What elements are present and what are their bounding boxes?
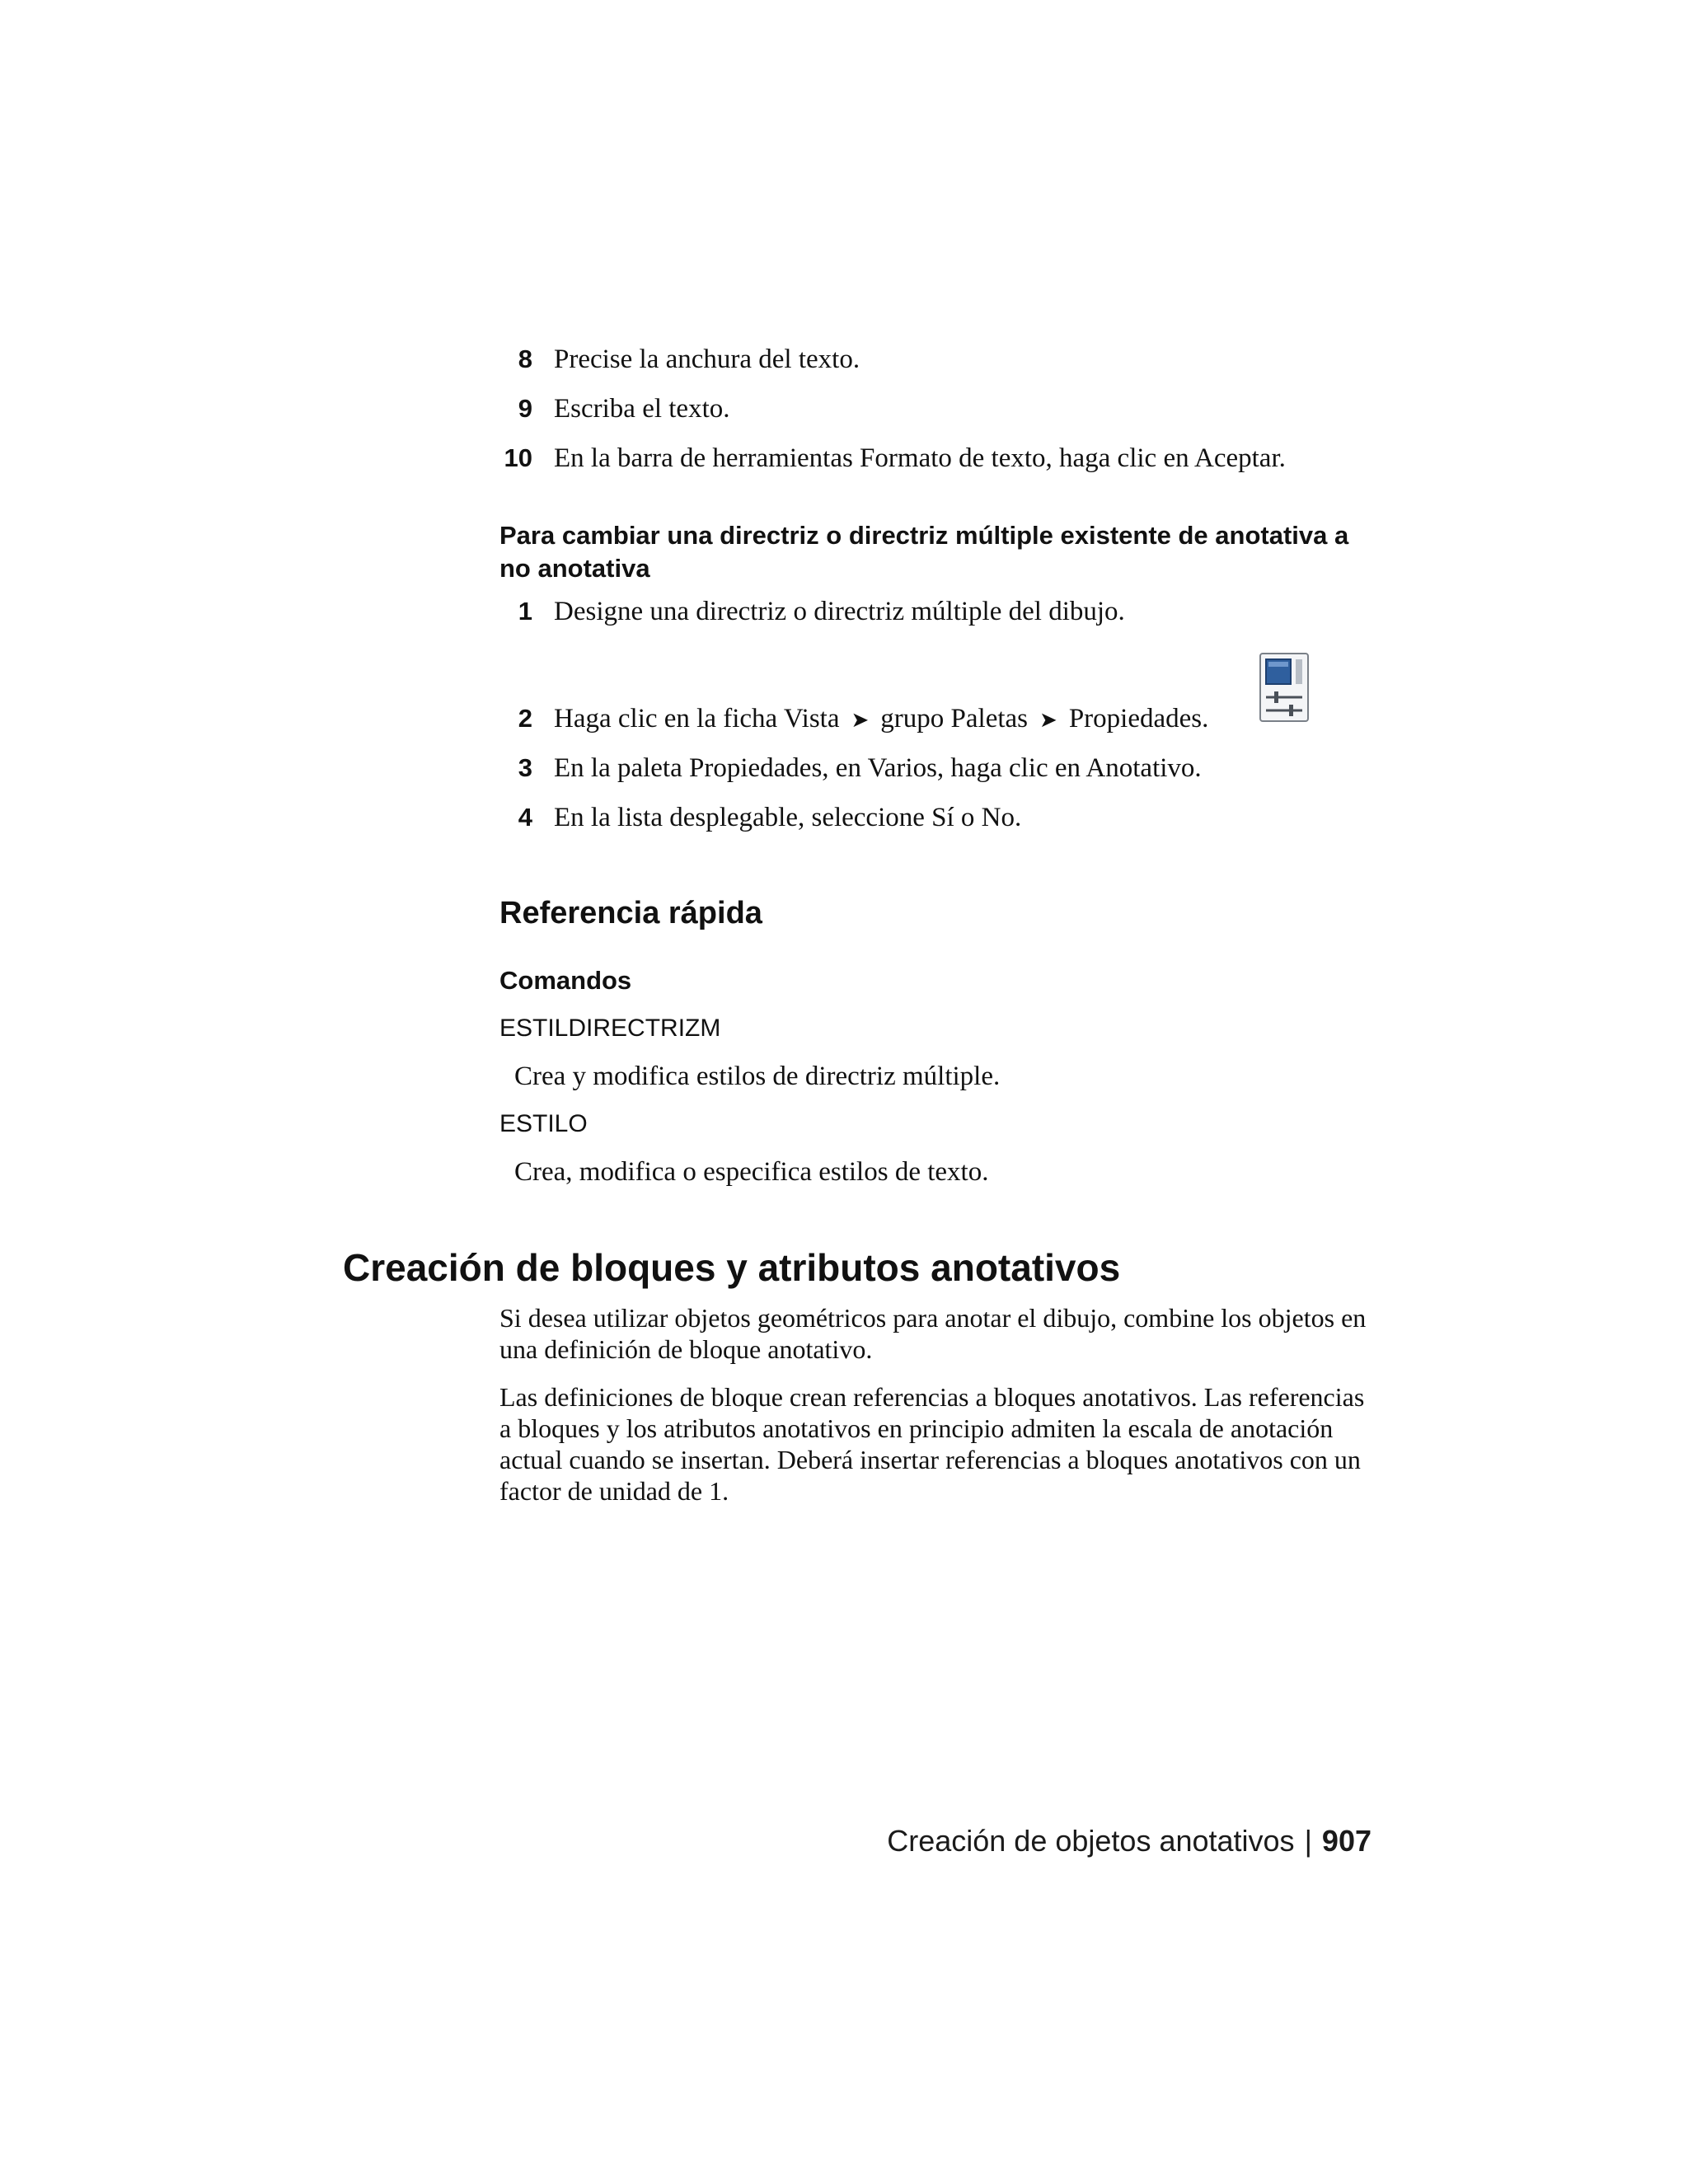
step-text: En la lista desplegable, seleccione Sí o No.	[554, 803, 1022, 832]
procedure-heading: Para cambiar una directriz o directriz múltiple existente de anotativa a no anotativa	[499, 521, 1349, 583]
step-part-group: grupo Paletas	[880, 704, 1029, 733]
step-number: 8	[518, 344, 532, 373]
footer-chapter-title: Creación de objetos anotativos	[887, 1824, 1295, 1858]
properties-palette-icon	[1259, 653, 1309, 722]
step-text	[554, 701, 1208, 738]
step-number: 4	[518, 803, 532, 832]
arrow-right-icon: ➤	[1039, 708, 1057, 733]
step-part-tab: Haga clic en la ficha Vista	[554, 704, 840, 733]
command-description: Crea, modifica o especifica estilos de texto.	[514, 1157, 989, 1187]
step-text: En la barra de herramientas Formato de texto, haga clic en Aceptar.	[554, 443, 1286, 473]
page-footer	[887, 1821, 1372, 1861]
quick-reference-heading: Referencia rápida	[499, 896, 762, 930]
command-name: ESTILO	[499, 1110, 588, 1137]
step-text: En la paleta Propiedades, en Varios, haga clic en Anotativo.	[554, 753, 1202, 783]
step-part-command: Propiedades.	[1068, 704, 1209, 733]
step-text: Designe una directriz o directriz múltiple del dibujo.	[554, 597, 1125, 626]
step-number: 1	[518, 597, 532, 626]
step-number: 9	[518, 394, 532, 423]
section-paragraph-1: Si desea utilizar objetos geométricos para anotar el dibujo, combine los objetos en una definición de bloque anotativo.	[499, 1303, 1367, 1364]
command-description: Crea y modifica estilos de directriz múltiple.	[514, 1062, 1001, 1091]
commands-heading: Comandos	[499, 966, 632, 995]
arrow-right-icon: ➤	[851, 708, 870, 733]
section-title: Creación de bloques y atributos anotativos	[343, 1246, 1121, 1289]
step-number: 3	[518, 753, 532, 782]
page-number: 907	[1321, 1824, 1372, 1858]
step-text: Escriba el texto.	[554, 394, 730, 424]
section-paragraph-2: Las definiciones de bloque crean referencias a bloques anotativos. Las referencias a bloques y los atributos anotativos en principio admiten la escala de anotación actual cuando se insertan. Deberá insertar referencias a bloques anotativos con un factor de unidad de 1.	[499, 1382, 1365, 1506]
command-name: ESTILDIRECTRIZM	[499, 1015, 721, 1042]
step-number: 2	[518, 704, 532, 733]
footer-separator: |	[1304, 1824, 1312, 1858]
step-text: Precise la anchura del texto.	[554, 344, 860, 374]
step-number: 10	[504, 443, 532, 472]
